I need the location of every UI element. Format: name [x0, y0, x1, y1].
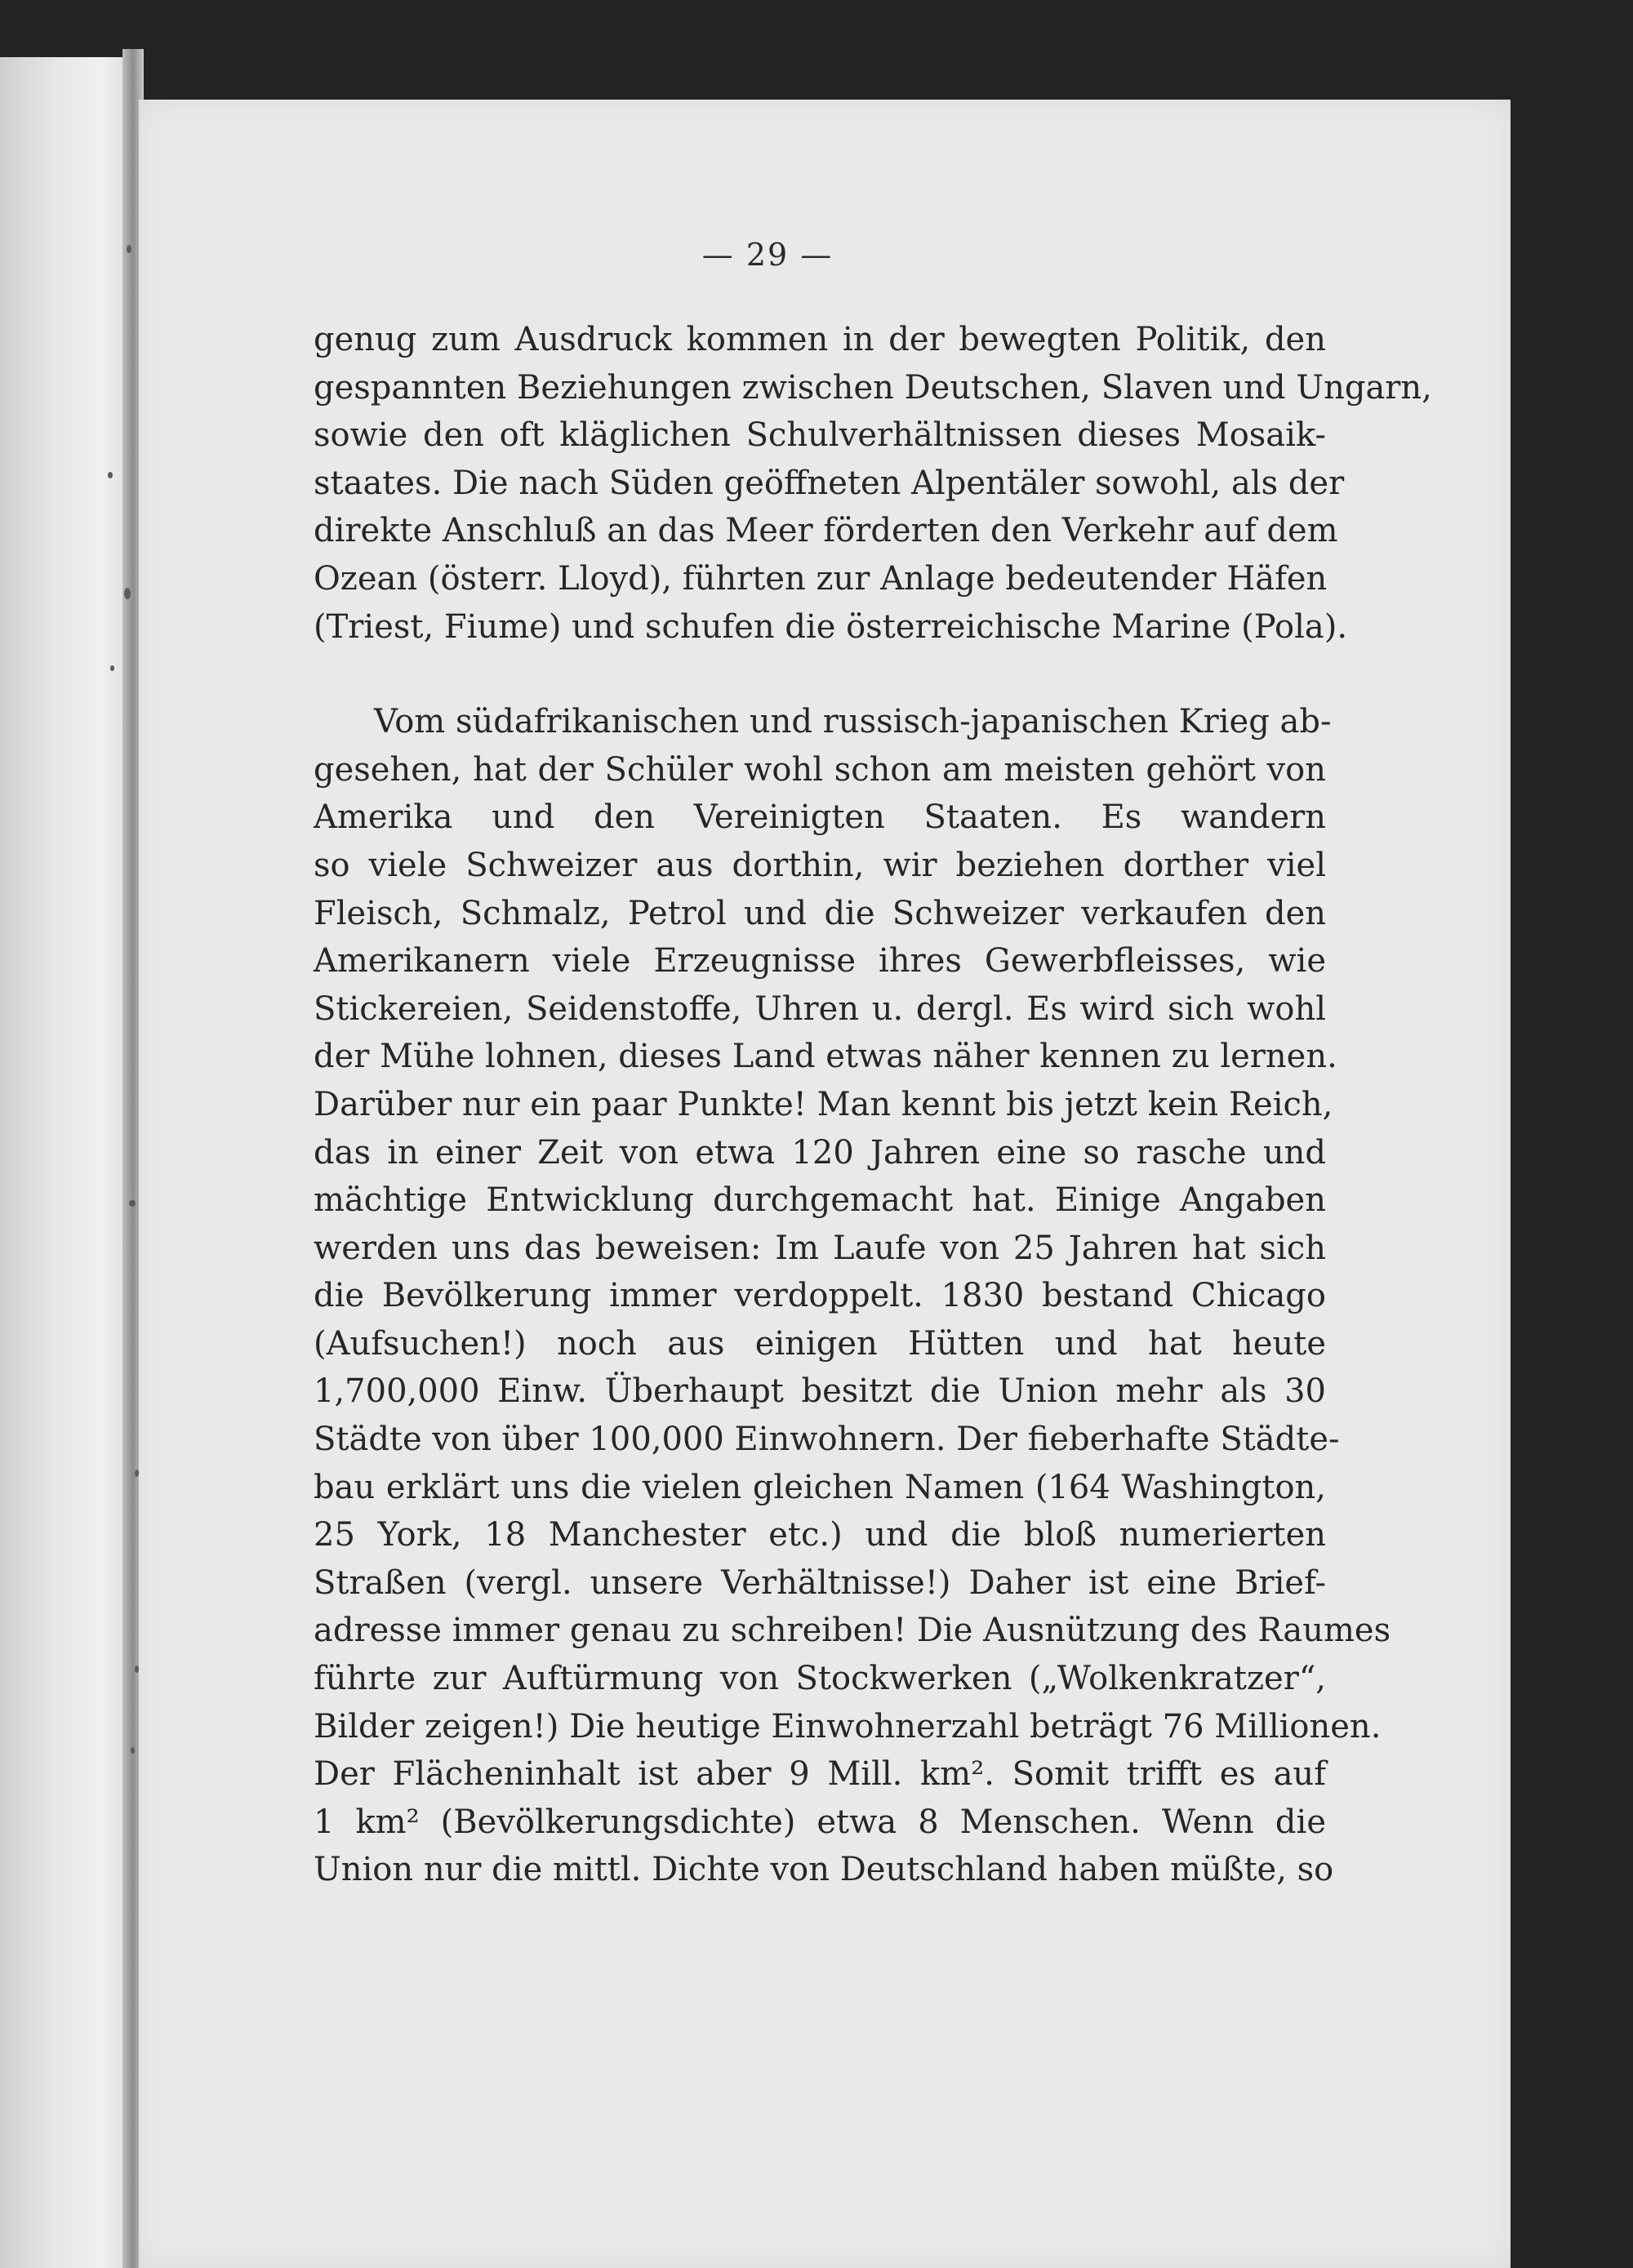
- text-line: staates. Die nach Süden geöffneten Alpentäler sowohl, als der: [314, 464, 1345, 502]
- book-page: [139, 100, 1511, 2268]
- text-line: 1,700,000 Einw. Überhaupt besitzt die Union mehr als 30: [314, 1372, 1326, 1411]
- text-line: das in einer Zeit von etwa 120 Jahren eine so rasche und: [314, 1133, 1326, 1172]
- text-line: Bilder zeigen!) Die heutige Einwohnerzahl beträgt 76 Millionen.: [314, 1707, 1382, 1745]
- text-line: Städte von über 100,000 Einwohnern. Der fieberhafte Städte-: [314, 1421, 1340, 1459]
- binding-mark: [108, 472, 113, 478]
- text-line: Amerika und den Vereinigten Staaten. Es wandern: [314, 798, 1326, 837]
- paragraph-2: [314, 698, 1391, 1894]
- text-line: Fleisch, Schmalz, Petrol und die Schweizer verkaufen den: [314, 894, 1326, 932]
- text-line: so viele Schweizer aus dorthin, wir beziehen dorther viel: [314, 846, 1326, 884]
- text-line: gesehen, hat der Schüler wohl schon am meisten gehört von: [314, 750, 1326, 789]
- previous-page-edge: [0, 57, 135, 2268]
- page-number: — 29 —: [701, 237, 834, 273]
- text-line: genug zum Ausdruck kommen in der bewegten Politik, den: [314, 321, 1326, 358]
- text-line: Darüber nur ein paar Punkte! Man kennt bis jetzt kein Reich,: [314, 1085, 1333, 1123]
- binding-mark: [124, 588, 131, 599]
- binding-mark: [131, 1747, 135, 1754]
- text-line: (Aufsuchen!) noch aus einigen Hütten und hat heute: [314, 1324, 1326, 1363]
- text-line: (Triest, Fiume) und schufen die österreichische Marine (Pola).: [314, 607, 1348, 646]
- text-line: werden uns das beweisen: Im Laufe von 25 Jahren hat sich: [314, 1229, 1326, 1267]
- text-line: 1 km² (Bevölkerungsdichte) etwa 8 Menschen. Wenn die: [314, 1803, 1326, 1841]
- text-line: gespannten Beziehungen zwischen Deutschen, Slaven und Ungarn,: [314, 368, 1432, 407]
- text-line: Der Flächeninhalt ist aber 9 Mill. km². Somit trifft es auf: [314, 1755, 1326, 1794]
- text-line: Stickereien, Seidenstoffe, Uhren u. dergl. Es wird sich wohl: [314, 989, 1326, 1028]
- text-line: führte zur Auftürmung von Stockwerken („Wolkenkratzer“,: [314, 1660, 1326, 1698]
- text-line: Amerikanern viele Erzeugnisse ihres Gewerbfleisses, wie: [314, 942, 1326, 981]
- binding-mark: [110, 665, 114, 671]
- text-line: Union nur die mittl. Dichte von Deutschland haben müßte, so: [314, 1851, 1334, 1889]
- text-line: sowie den oft kläglichen Schulverhältnissen dieses Mosaik-: [314, 416, 1326, 455]
- paragraph-1: [314, 316, 1432, 651]
- text-line: Straßen (vergl. unsere Verhältnisse!) Daher ist eine Brief-: [314, 1563, 1326, 1602]
- text-line: der Mühe lohnen, dieses Land etwas näher kennen zu lernen.: [314, 1038, 1337, 1076]
- text-line: Vom südafrikanischen und russisch-japanischen Krieg ab-: [374, 703, 1332, 741]
- text-line: mächtige Entwicklung durchgemacht hat. Einige Angaben: [314, 1181, 1326, 1220]
- text-line: direkte Anschluß an das Meer förderten den Verkehr auf dem: [314, 512, 1338, 550]
- text-line: 25 York, 18 Manchester etc.) und die bloß numerierten: [314, 1516, 1326, 1554]
- text-line: Ozean (österr. Lloyd), führten zur Anlage bedeutender Häfen: [314, 559, 1328, 598]
- text-line: die Bevölkerung immer verdoppelt. 1830 bestand Chicago: [314, 1277, 1326, 1315]
- text-line: bau erklärt uns die vielen gleichen Namen (164 Washington,: [314, 1468, 1326, 1506]
- binding-mark: [129, 1200, 136, 1207]
- text-line: adresse immer genau zu schreiben! Die Ausnützung des Raumes: [314, 1612, 1391, 1650]
- body-text: [314, 316, 1432, 1894]
